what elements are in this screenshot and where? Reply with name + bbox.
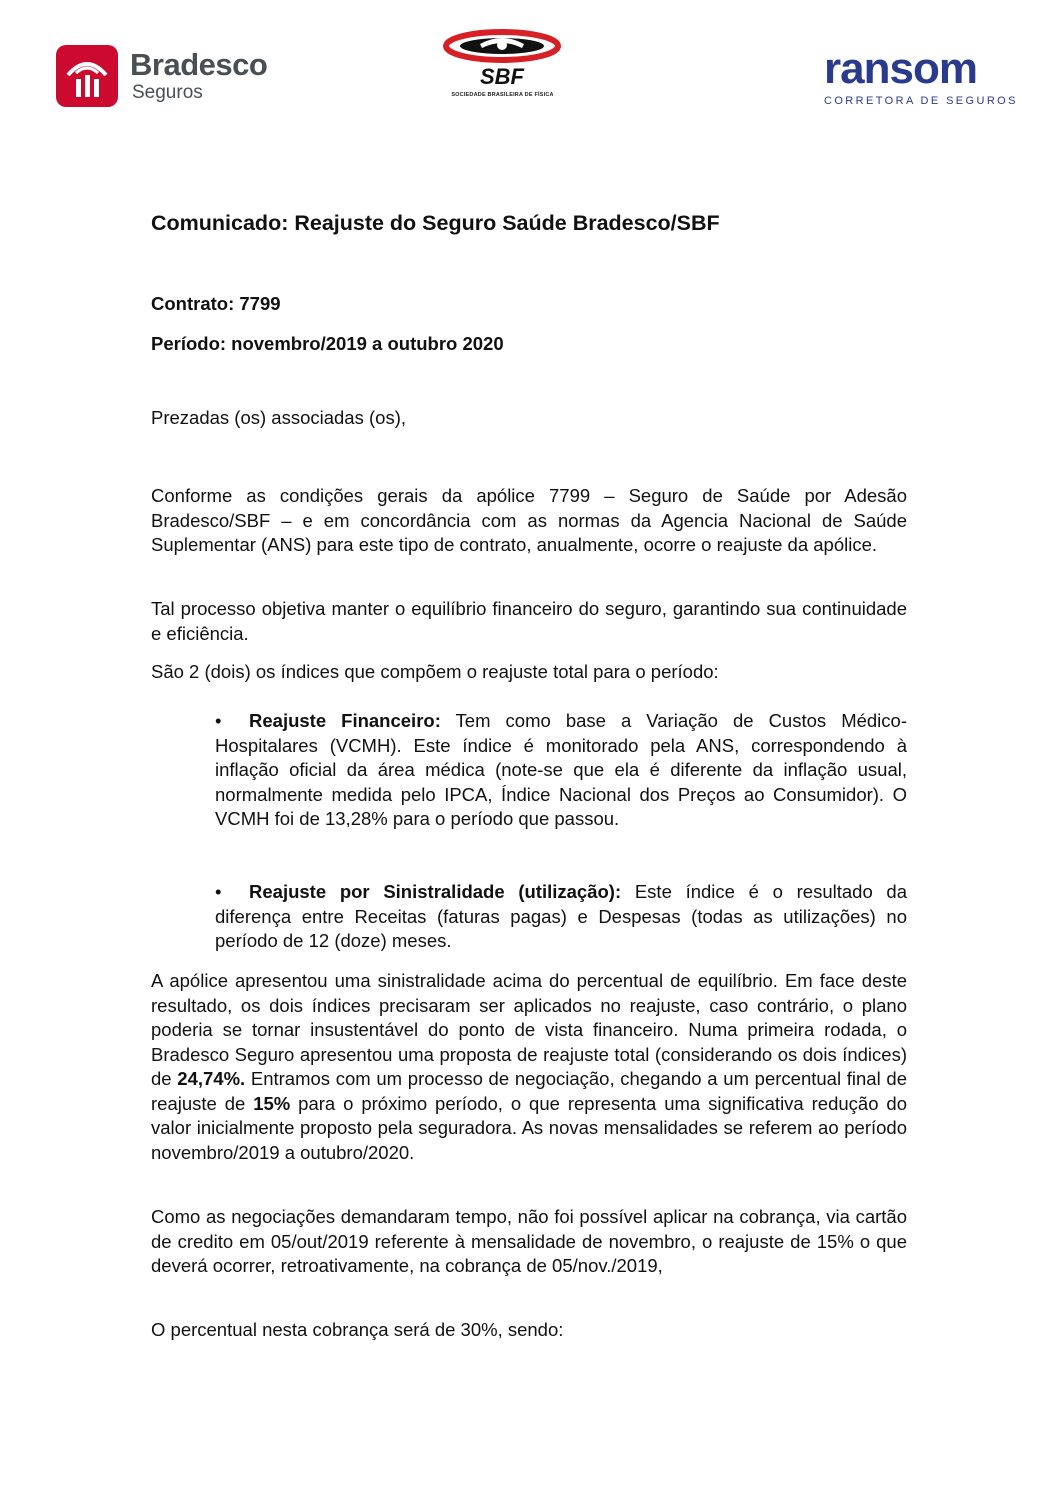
bullet-text: Tem como base a Variação de Custos Médico-Hospitalares (VCMH). Este índice é monitorado pela ANS, correspondendo à inflação oficial da área médica (note-se que ela é diferente da inflação usual, normalmente medida pelo IPCA, Índice Nacional dos Preços ao Consumidor). O VCMH foi de 13,28% para o período que passou.: [215, 710, 907, 829]
ransom-sub: CORRETORA DE SEGUROS: [824, 95, 1018, 107]
document-title: Comunicado: Reajuste do Seguro Saúde Bradesco/SBF: [151, 211, 720, 235]
paragraph-cobranca: Como as negociações demandaram tempo, não foi possível aplicar na cobrança, via cartão de credito em 05/out/2019 referente à mensalidade de novembro, o reajuste de 15% o que deverá ocorrer, retroativamente, na cobrança de 05/nov./2019,: [151, 1206, 907, 1276]
paragraph-processo: Tal processo objetiva manter o equilíbrio financeiro do seguro, garantindo sua continuidade e eficiência.: [151, 598, 907, 644]
paragraph-indices: São 2 (dois) os índices que compõem o reajuste total para o período:: [151, 661, 719, 682]
p4-text-a: A apólice apresentou uma sinistralidade acima do percentual de equilíbrio. Em face deste resultado, os dois índices precisaram ser aplicados no reajuste, caso contrário, o plano poderia se tornar insustentável do ponto de vista financeiro. Numa primeira rodada, o Bradesco Seguro apresentou uma proposta de reajuste total (considerando os dois índices) de: [151, 970, 907, 1089]
p4-initial-rate: 24,74%.: [177, 1068, 246, 1089]
bradesco-tree-icon: [56, 45, 118, 107]
list-item-reajuste-financeiro: [215, 709, 907, 832]
bradesco-name: Bradesco: [130, 47, 268, 82]
greeting: Prezadas (os) associadas (os),: [151, 407, 406, 428]
p4-final-rate: 15%: [253, 1092, 291, 1114]
sbf-emblem-icon: [440, 26, 565, 92]
sbf-tagline: SOCIEDADE BRASILEIRA DE FÍSICA: [451, 92, 554, 98]
bullet-label: Reajuste Financeiro:: [249, 710, 441, 731]
bradesco-seguros-logo: [56, 45, 286, 107]
sbf-logo: [440, 26, 565, 102]
period: Período: novembro/2019 a outubro 2020: [151, 333, 504, 354]
bullet-label: Reajuste por Sinistralidade (utilização):: [249, 881, 622, 902]
p4-text-c: Entramos com um processo de negociação, chegando a um percentual final de reajuste de: [151, 1068, 907, 1114]
ransom-name: ransom: [824, 44, 977, 93]
paragraph-apolice: Conforme as condições gerais da apólice 7799 – Seguro de Saúde por Adesão Bradesco/SBF – e em concordância com as normas da Agencia Nacional de Saúde Suplementar (ANS) para este tipo de contrato, anualmente, ocorre o reajuste da apólice.: [151, 485, 907, 555]
bullet-icon: •: [215, 710, 222, 731]
contract-number: Contrato: 7799: [151, 293, 281, 314]
list-item-reajuste-sinistralidade: [215, 880, 907, 954]
bradesco-sub: Seguros: [132, 82, 203, 103]
bullet-text: Este índice é o resultado da diferença entre Receitas (faturas pagas) e Despesas (todas as utilizações) no período de 12 (doze) meses.: [215, 881, 908, 951]
paragraph-sinistralidade: [151, 969, 907, 1165]
logo-header: [0, 0, 1058, 120]
p4-text-e: para o próximo período, o que representa uma significativa redução do valor inicialmente proposto pela seguradora. As novas mensalidades se referem ao período novembro/2019 a outubro/2020.: [151, 1092, 907, 1163]
paragraph-percentual: O percentual nesta cobrança será de 30%, sendo:: [151, 1319, 564, 1340]
ransom-logo: [822, 44, 1018, 110]
sbf-name: SBF: [480, 64, 524, 89]
bullet-icon: •: [215, 881, 222, 902]
